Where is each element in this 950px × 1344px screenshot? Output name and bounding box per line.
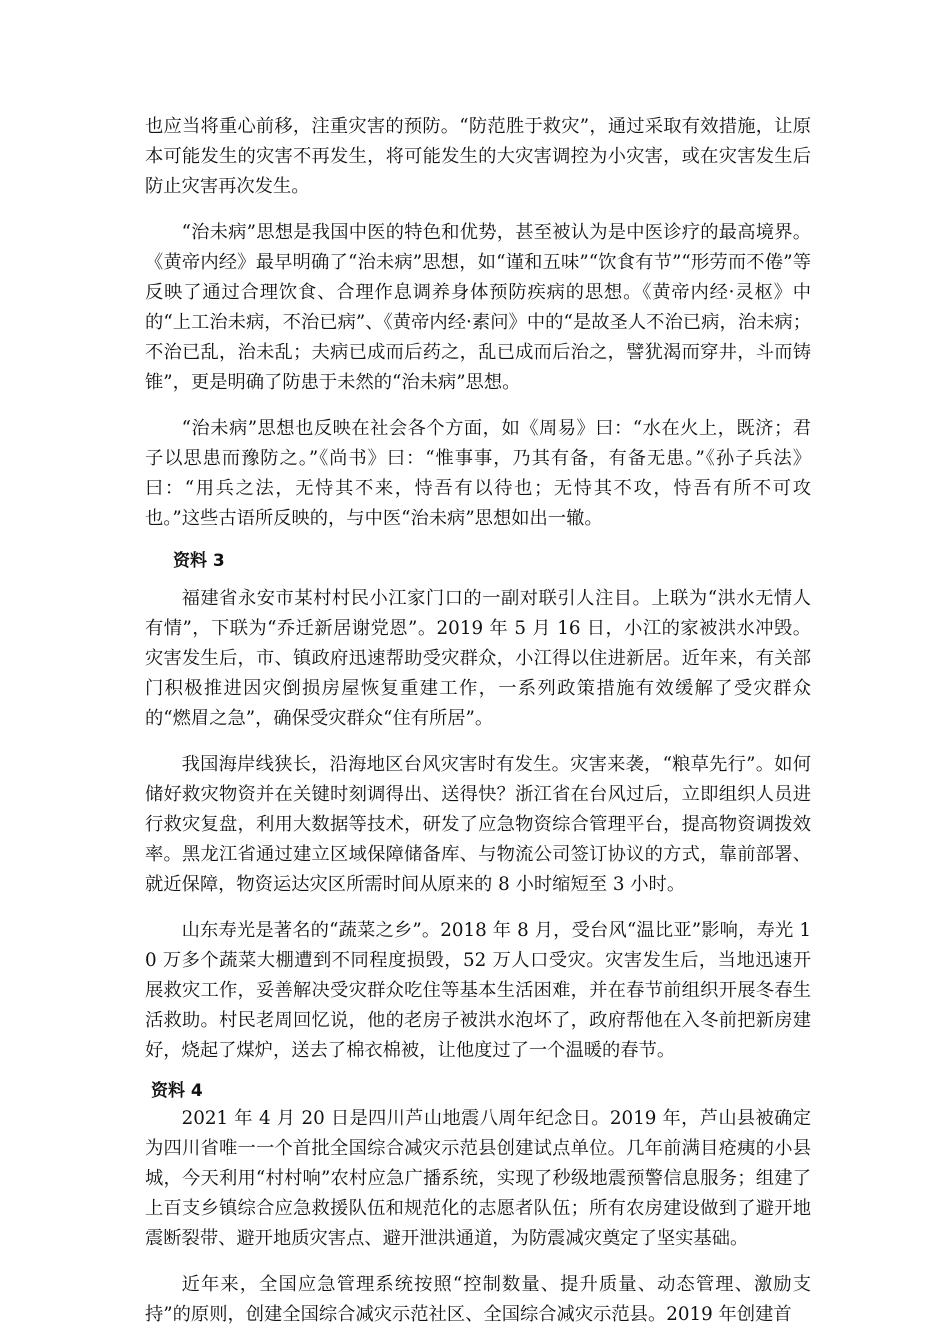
document-page [145,112,811,1330]
section-heading-3: 资料 3 [173,551,225,571]
paragraph: 也应当将重心前移，注重灾害的预防。“防范胜于救灾”，通过采取有效措施，让原本可能发生的灾害不再发生，将可能发生的大灾害调控为小灾害，或在灾害发生后防止灾害再次发生。 [145,116,811,197]
paragraph: 山东寿光是著名的“蔬菜之乡”。2018 年 8 月，受台风“温比亚”影响，寿光 10 万多个蔬菜大棚遭到不同程度损毁，52 万人口受灾。灾害发生后，当地迅速开展救灾工作，妥善解决受灾群众吃住等基本生活困难，并在春节前组织开展冬春生活救助。村民老周回忆说，他的老房子被洪水泡坏了，政府帮他在入冬前把新房建好，烧起了煤炉，送去了棉衣棉被，让他度过了一个温暖的春节。 [145,920,811,1061]
paragraph: “治未病”思想也反映在社会各个方面，如《周易》曰：“水在火上，既济；君子以思患而豫防之。”《尚书》曰：“惟事事，乃其有备，有备无患。”《孙子兵法》曰：“用兵之法，无恃其不来，恃吾有以待也；无恃其不攻，恃吾有所不可攻也。”这些古语所反映的，与中医“治未病”思想如出一辙。 [145,418,811,529]
paragraph: 福建省永安市某村村民小江家门口的一副对联引人注目。上联为“洪水无情人有情”，下联为“乔迁新居谢党恩”。2019 年 5 月 16 日，小江的家被洪水冲毁。灾害发生后，市、镇政府迅速帮助受灾群众，小江得以住进新居。近年来，有关部门积极推进因灾倒损房屋恢复重建工作，一系列政策措施有效缓解了受灾群众的“燃眉之急”，确保受灾群众“住有所居”。 [145,588,811,729]
paragraph: 我国海岸线狭长，沿海地区台风灾害时有发生。灾害来袭，“粮草先行”。如何储好救灾物资并在关键时刻调得出、送得快？浙江省在台风过后，立即组织人员进行救灾复盘，利用大数据等技术，研发了应急物资综合管理平台，提高物资调拨效率。黑龙江省通过建立区域保障储备库、与物流公司签订协议的方式，靠前部署、就近保障，物资运达灾区所需时间从原来的 8 小时缩短至 3 小时。 [145,754,811,895]
paragraph: “治未病”思想是我国中医的特色和优势，甚至被认为是中医诊疗的最高境界。《黄帝内经》最早明确了“治未病”思想，如“谨和五味”“饮食有节”“形劳而不倦”等反映了通过合理饮食、合理作息调养身体预防疾病的思想。《黄帝内经·灵枢》中的“上工治未病，不治已病”、《黄帝内经·素问》中的“是故圣人不治已病，治未病；不治已乱，治未乱；夫病已成而后药之，乱已成而后治之，譬犹渴而穿井，斗而铸锥”，更是明确了防患于未然的“治未病”思想。 [145,222,811,393]
paragraph: 近年来，全国应急管理系统按照“控制数量、提升质量、动态管理、激励支持”的原则，创建全国综合减灾示范社区、全国综合减灾示范县。2019 年创建首 [145,1274,811,1325]
section-heading-4: 资料 4 [151,1081,203,1101]
paragraph: 2021 年 4 月 20 日是四川芦山地震八周年纪念日。2019 年，芦山县被确定为四川省唯一一个首批全国综合减灾示范县创建试点单位。几年前满目疮痍的小县城，今天利用“村村响”农村应急广播系统，实现了秒级地震预警信息服务；组建了上百支乡镇综合应急救援队伍和规范化的志愿者队伍；所有农房建设做到了避开地震断裂带、避开地质灾害点、避开泄洪通道，为防震减灾奠定了坚实基础。 [145,1108,811,1249]
